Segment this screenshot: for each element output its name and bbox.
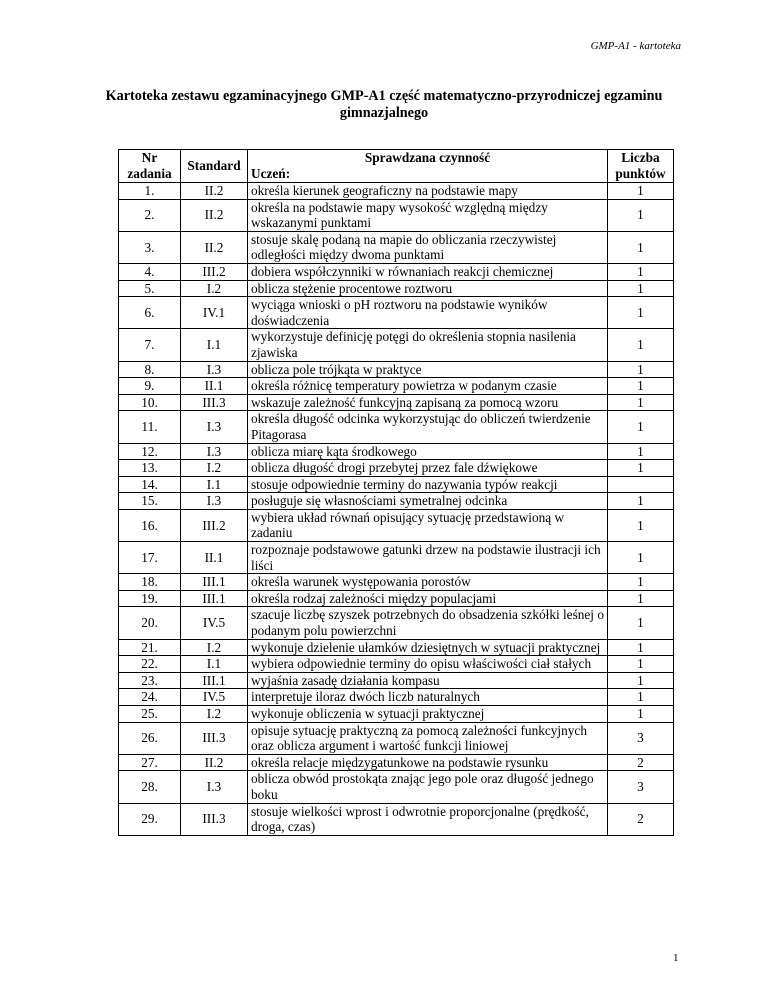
activity-cell: oblicza obwód prostokąta znając jego pole oraz długość jednego boku xyxy=(248,771,608,803)
points-cell: 1 xyxy=(608,394,674,411)
points-cell: 3 xyxy=(608,771,674,803)
table-row xyxy=(119,656,674,673)
activity-cell: oblicza długość drogi przebytej przez fale dźwiękowe xyxy=(248,460,608,477)
table-row xyxy=(119,394,674,411)
activity-cell: wykonuje dzielenie ułamków dziesiętnych w sytuacji praktycznej xyxy=(248,639,608,656)
standard-cell: III.3 xyxy=(181,394,248,411)
activity-cell: wybiera odpowiednie terminy do opisu właściwości ciał stałych xyxy=(248,656,608,673)
points-cell: 1 xyxy=(608,672,674,689)
task-number-cell: 19. xyxy=(119,590,181,607)
points-cell: 1 xyxy=(608,361,674,378)
activity-cell: dobiera współczynniki w równaniach reakcji chemicznej xyxy=(248,263,608,280)
points-cell: 1 xyxy=(608,493,674,510)
task-number-cell: 18. xyxy=(119,574,181,591)
standard-cell: III.1 xyxy=(181,672,248,689)
task-number-cell: 1. xyxy=(119,183,181,200)
activity-cell: wyciąga wnioski o pH roztworu na podstawie wyników doświadczenia xyxy=(248,297,608,329)
points-cell: 1 xyxy=(608,263,674,280)
standard-cell: II.2 xyxy=(181,231,248,263)
task-number-cell: 15. xyxy=(119,493,181,510)
standard-cell: IV.5 xyxy=(181,607,248,639)
points-cell: 1 xyxy=(608,689,674,706)
task-number-cell: 21. xyxy=(119,639,181,656)
standard-cell: II.2 xyxy=(181,754,248,771)
table-row xyxy=(119,361,674,378)
points-cell: 1 xyxy=(608,199,674,231)
document-title: Kartoteka zestawu egzaminacyjnego GMP-A1 część matematyczno-przyrodniczej egzaminu gimnazjalnego xyxy=(105,88,663,121)
standard-cell: I.2 xyxy=(181,639,248,656)
activity-cell: określa kierunek geograficzny na podstawie mapy xyxy=(248,183,608,200)
points-cell: 1 xyxy=(608,542,674,574)
table-row xyxy=(119,476,674,493)
header-activity-title: Sprawdzana czynność xyxy=(364,150,491,166)
points-cell: 1 xyxy=(608,574,674,591)
points-cell: 2 xyxy=(608,803,674,835)
task-number-cell: 25. xyxy=(119,706,181,723)
task-number-cell: 2. xyxy=(119,199,181,231)
activity-cell: określa różnicę temperatury powietrza w podanym czasie xyxy=(248,378,608,395)
task-number-cell: 5. xyxy=(119,280,181,297)
activity-cell: stosuje wielkości wprost i odwrotnie proporcjonalne (prędkość, droga, czas) xyxy=(248,803,608,835)
standard-cell: III.1 xyxy=(181,574,248,591)
points-cell: 1 xyxy=(608,639,674,656)
table-header-row xyxy=(119,150,674,183)
task-number-cell: 23. xyxy=(119,672,181,689)
kartoteka-table xyxy=(118,149,674,836)
activity-cell: wykonuje obliczenia w sytuacji praktycznej xyxy=(248,706,608,723)
standard-cell: I.3 xyxy=(181,771,248,803)
points-cell: 1 xyxy=(608,280,674,297)
table-row xyxy=(119,771,674,803)
task-number-cell: 20. xyxy=(119,607,181,639)
task-number-cell: 24. xyxy=(119,689,181,706)
standard-cell: I.3 xyxy=(181,361,248,378)
table-row xyxy=(119,263,674,280)
table-row xyxy=(119,574,674,591)
points-cell: 1 xyxy=(608,590,674,607)
points-cell: 1 xyxy=(608,297,674,329)
activity-cell: oblicza stężenie procentowe roztworu xyxy=(248,280,608,297)
standard-cell: I.3 xyxy=(181,493,248,510)
table-row xyxy=(119,689,674,706)
points-cell: 1 xyxy=(608,460,674,477)
standard-cell: IV.1 xyxy=(181,297,248,329)
points-cell: 1 xyxy=(608,607,674,639)
standard-cell: III.3 xyxy=(181,803,248,835)
table-row xyxy=(119,542,674,574)
table-row xyxy=(119,639,674,656)
activity-cell: określa na podstawie mapy wysokość względną między wskazanymi punktami xyxy=(248,199,608,231)
standard-cell: I.1 xyxy=(181,656,248,673)
task-number-cell: 28. xyxy=(119,771,181,803)
table-row xyxy=(119,803,674,835)
standard-cell: II.1 xyxy=(181,378,248,395)
activity-cell: wskazuje zależność funkcyjną zapisaną za pomocą wzoru xyxy=(248,394,608,411)
table-row xyxy=(119,607,674,639)
task-number-cell: 4. xyxy=(119,263,181,280)
task-number-cell: 12. xyxy=(119,443,181,460)
standard-cell: I.1 xyxy=(181,476,248,493)
table-row xyxy=(119,706,674,723)
task-number-cell: 27. xyxy=(119,754,181,771)
points-cell: 1 xyxy=(608,231,674,263)
table-row xyxy=(119,231,674,263)
points-cell xyxy=(608,476,674,493)
standard-cell: II.1 xyxy=(181,542,248,574)
points-cell: 1 xyxy=(608,411,674,443)
points-cell: 1 xyxy=(608,329,674,361)
activity-cell: opisuje sytuację praktyczną za pomocą zależności funkcyjnych oraz oblicza argument i wartość funkcji liniowej xyxy=(248,722,608,754)
running-header: GMP-A1 - kartoteka xyxy=(590,40,681,52)
activity-cell: stosuje odpowiednie terminy do nazywania typów reakcji xyxy=(248,476,608,493)
task-number-cell: 17. xyxy=(119,542,181,574)
points-cell: 2 xyxy=(608,754,674,771)
standard-cell: I.3 xyxy=(181,443,248,460)
points-cell: 3 xyxy=(608,722,674,754)
standard-cell: I.1 xyxy=(181,329,248,361)
standard-cell: I.2 xyxy=(181,706,248,723)
activity-cell: szacuje liczbę szyszek potrzebnych do obsadzenia szkółki leśnej o podanym polu powierzchni xyxy=(248,607,608,639)
points-cell: 1 xyxy=(608,378,674,395)
activity-cell: posługuje się własnościami symetralnej odcinka xyxy=(248,493,608,510)
standard-cell: I.3 xyxy=(181,411,248,443)
activity-cell: wyjaśnia zasadę działania kompasu xyxy=(248,672,608,689)
activity-cell: oblicza pole trójkąta w praktyce xyxy=(248,361,608,378)
table-row xyxy=(119,443,674,460)
table-row xyxy=(119,460,674,477)
table-row xyxy=(119,329,674,361)
points-cell: 1 xyxy=(608,443,674,460)
task-number-cell: 26. xyxy=(119,722,181,754)
standard-cell: II.2 xyxy=(181,183,248,200)
task-number-cell: 16. xyxy=(119,509,181,541)
standard-cell: I.2 xyxy=(181,460,248,477)
activity-cell: rozpoznaje podstawowe gatunki drzew na podstawie ilustracji ich liści xyxy=(248,542,608,574)
standard-cell: III.1 xyxy=(181,590,248,607)
activity-cell: oblicza miarę kąta środkowego xyxy=(248,443,608,460)
page-number: 1 xyxy=(673,952,679,964)
task-number-cell: 14. xyxy=(119,476,181,493)
points-cell: 1 xyxy=(608,183,674,200)
activity-cell: wybiera układ równań opisujący sytuację przedstawioną w zadaniu xyxy=(248,509,608,541)
task-number-cell: 22. xyxy=(119,656,181,673)
standard-cell: III.3 xyxy=(181,722,248,754)
table-row xyxy=(119,297,674,329)
table-row xyxy=(119,493,674,510)
activity-cell: stosuje skalę podaną na mapie do obliczania rzeczywistej odległości między dwoma punktami xyxy=(248,231,608,263)
task-number-cell: 6. xyxy=(119,297,181,329)
task-number-cell: 9. xyxy=(119,378,181,395)
table-row xyxy=(119,183,674,200)
table-row xyxy=(119,754,674,771)
task-number-cell: 10. xyxy=(119,394,181,411)
table-row xyxy=(119,509,674,541)
task-number-cell: 13. xyxy=(119,460,181,477)
table-row xyxy=(119,590,674,607)
table-row xyxy=(119,411,674,443)
task-number-cell: 3. xyxy=(119,231,181,263)
header-activity xyxy=(248,150,608,183)
activity-cell: określa warunek występowania porostów xyxy=(248,574,608,591)
points-cell: 1 xyxy=(608,509,674,541)
table-row xyxy=(119,722,674,754)
standard-cell: II.2 xyxy=(181,199,248,231)
activity-cell: interpretuje iloraz dwóch liczb naturalnych xyxy=(248,689,608,706)
activity-cell: określa relacje międzygatunkowe na podstawie rysunku xyxy=(248,754,608,771)
standard-cell: III.2 xyxy=(181,509,248,541)
header-standard: Standard xyxy=(181,150,248,183)
table-row xyxy=(119,672,674,689)
header-points: Liczba punktów xyxy=(608,150,674,183)
activity-cell: określa długość odcinka wykorzystując do obliczeń twierdzenie Pitagorasa xyxy=(248,411,608,443)
task-number-cell: 8. xyxy=(119,361,181,378)
table-row xyxy=(119,280,674,297)
task-number-cell: 7. xyxy=(119,329,181,361)
standard-cell: I.2 xyxy=(181,280,248,297)
standard-cell: IV.5 xyxy=(181,689,248,706)
task-number-cell: 11. xyxy=(119,411,181,443)
header-activity-sub: Uczeń: xyxy=(251,166,291,181)
header-nr: Nr zadania xyxy=(119,150,181,183)
activity-cell: określa rodzaj zależności między populacjami xyxy=(248,590,608,607)
table-row xyxy=(119,378,674,395)
standard-cell: III.2 xyxy=(181,263,248,280)
points-cell: 1 xyxy=(608,706,674,723)
activity-cell: wykorzystuje definicję potęgi do określenia stopnia nasilenia zjawiska xyxy=(248,329,608,361)
table-row xyxy=(119,199,674,231)
task-number-cell: 29. xyxy=(119,803,181,835)
points-cell: 1 xyxy=(608,656,674,673)
